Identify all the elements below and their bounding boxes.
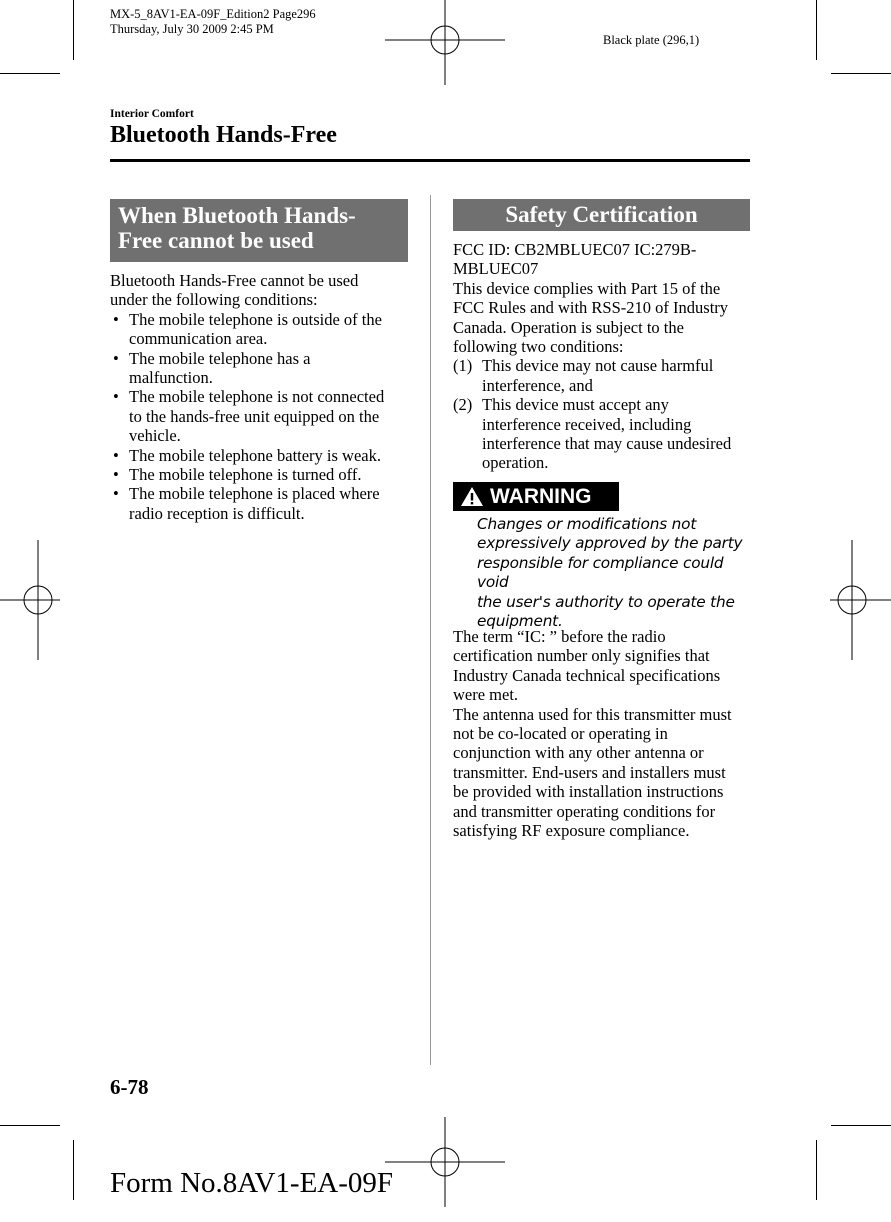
slug-file-name: MX-5_8AV1-EA-09F_Edition2 Page296 [110,7,316,21]
warning-label [453,482,619,511]
list-item: • The mobile telephone battery is weak. [110,446,420,465]
list-item: • The mobile telephone has a malfunction. [110,349,420,388]
slug-timestamp: Thursday, July 30 2009 2:45 PM [110,22,274,36]
registration-mark-left [0,540,98,660]
list-item: (1) This device may not cause harmful interference, and [453,356,714,395]
title-rule [110,159,750,162]
crop-mark [73,0,74,60]
registration-mark-bottom [385,1102,505,1222]
registration-mark-top [385,0,505,100]
conditions-numbered-list [453,356,753,472]
left-body [110,271,420,523]
crop-mark [73,1140,74,1200]
crop-mark [0,73,60,74]
plate-label: Black plate (296,1) [603,33,700,47]
form-number: Form No.8AV1-EA-09F [110,1167,394,1199]
ic-text: The term “IC: ” before the radio certification number only signifies that Industry Canada technical specifications were met. The antenna used for this transmitter must not be co-located or operating in conjunction with any other antenna or transmitter. End-users and installers must be provided with installation instructions and transmitter operating conditions for satisfying RF exposure compliance. [453,627,732,841]
intro-text: under the following conditions: [110,290,318,310]
crop-mark [0,1125,60,1126]
list-item: • The mobile telephone is turned off. [110,465,420,484]
conditions-list [110,310,420,523]
left-heading-line: Free cannot be used [118,228,314,253]
warning-triangle-icon [460,486,484,507]
list-item: • The mobile telephone is placed where radio reception is difficult. [110,484,420,523]
warning-title: WARNING [490,485,592,508]
crop-mark [831,1125,891,1126]
crop-mark [816,0,817,60]
left-section-heading [110,199,408,262]
column-divider [430,195,431,1065]
list-item: • The mobile telephone is not connected to the hands-free unit equipped on the vehicle. [110,387,420,445]
registration-mark-right [792,540,891,660]
list-item: • The mobile telephone is outside of the communication area. [110,310,420,349]
intro-text: Bluetooth Hands-Free cannot be used [110,271,359,290]
fcc-text: FCC ID: CB2MBLUEC07 IC:279B- MBLUEC07 This device complies with Part 15 of the FCC Rules and with RSS-210 of Industry Canada. Operation is subject to the following two conditions: (1) This device may not cause harmful interference, and (2) This device must accept any interference received, including interference that may cause undesired operation. [453,240,753,473]
page-number: 6-78 [110,1075,149,1099]
section-label: Interior Comfort [110,108,194,120]
crop-mark [816,1140,817,1200]
page-title: Bluetooth Hands-Free [110,122,337,148]
crop-mark [831,73,891,74]
warning-text: Changes or modifications not expressively approved by the party responsible for compliance could void the user's authority to operate the equipment. [477,515,743,631]
list-item: (2) This device must accept any interference received, including interference that may cause undesired operation. [453,395,732,473]
print-slug [110,7,316,37]
left-heading-line: When Bluetooth Hands- [118,203,356,228]
right-section-heading: Safety Certification [453,199,750,231]
